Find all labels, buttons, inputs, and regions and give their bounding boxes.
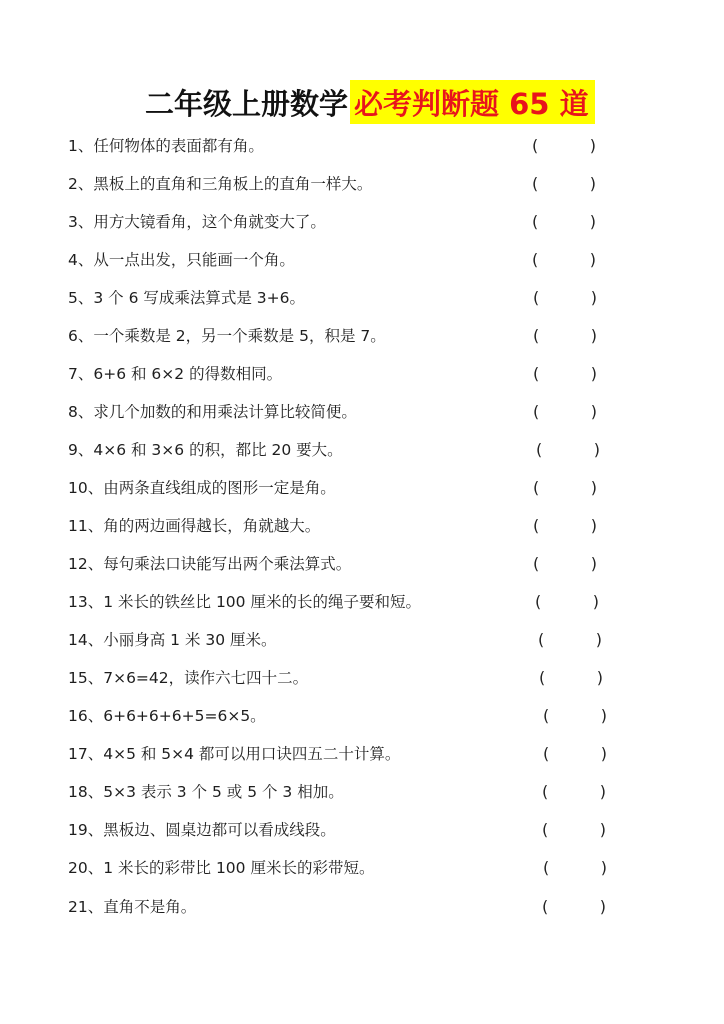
question-text: 18、5×3 表示 3 个 5 或 5 个 3 相加。 — [68, 783, 344, 801]
bracket-close: ) — [599, 782, 606, 801]
bracket-close: ) — [599, 820, 606, 839]
bracket-open: ( — [538, 630, 545, 649]
question-text: 15、7×6=42，读作六七四十二。 — [68, 669, 309, 687]
question-item — [68, 475, 628, 501]
question-text: 21、直角不是角。 — [68, 898, 197, 916]
bracket-open: ( — [532, 174, 539, 193]
question-item — [68, 285, 628, 311]
answer-blank[interactable] — [533, 361, 597, 387]
answer-blank[interactable] — [532, 209, 596, 235]
question-text: 11、角的两边画得越长，角就越大。 — [68, 517, 321, 535]
bracket-close: ) — [590, 554, 597, 573]
question-text: 17、4×5 和 5×4 都可以用口诀四五二十计算。 — [68, 745, 401, 763]
bracket-open: ( — [532, 136, 539, 155]
bracket-open: ( — [543, 744, 550, 763]
answer-blank[interactable] — [543, 703, 607, 729]
question-text: 19、黑板边、圆桌边都可以看成线段。 — [68, 821, 336, 839]
question-text: 9、4×6 和 3×6 的积，都比 20 要大。 — [68, 441, 343, 459]
answer-blank[interactable] — [535, 589, 599, 615]
answer-blank[interactable] — [536, 437, 600, 463]
question-item — [68, 247, 628, 273]
answer-blank[interactable] — [533, 475, 597, 501]
question-text: 5、3 个 6 写成乘法算式是 3+6。 — [68, 289, 306, 307]
bracket-open: ( — [533, 554, 540, 573]
bracket-open: ( — [543, 706, 550, 725]
question-text: 13、1 米长的铁丝比 100 厘米的长的绳子要和短。 — [68, 593, 421, 611]
question-text: 10、由两条直线组成的图形一定是角。 — [68, 479, 336, 497]
bracket-close: ) — [600, 706, 607, 725]
question-text: 6、一个乘数是 2，另一个乘数是 5，积是 7。 — [68, 327, 386, 345]
bracket-open: ( — [533, 516, 540, 535]
bracket-open: ( — [532, 250, 539, 269]
question-item — [68, 741, 628, 767]
question-item — [68, 894, 628, 920]
question-text: 1、任何物体的表面都有角。 — [68, 137, 264, 155]
bracket-close: ) — [600, 744, 607, 763]
bracket-close: ) — [599, 897, 606, 916]
answer-blank[interactable] — [543, 855, 607, 881]
bracket-close: ) — [600, 858, 607, 877]
question-item — [68, 399, 628, 425]
question-text: 2、黑板上的直角和三角板上的直角一样大。 — [68, 175, 373, 193]
question-item — [68, 817, 628, 843]
question-item — [68, 855, 628, 881]
question-text: 14、小丽身高 1 米 30 厘米。 — [68, 631, 277, 649]
bracket-open: ( — [533, 326, 540, 345]
answer-blank[interactable] — [532, 171, 596, 197]
answer-blank[interactable] — [533, 551, 597, 577]
title-highlight: 必考判断题 65 道 — [350, 80, 595, 124]
bracket-open: ( — [536, 440, 543, 459]
bracket-open: ( — [542, 897, 549, 916]
answer-blank[interactable] — [542, 817, 606, 843]
answer-blank[interactable] — [532, 133, 596, 159]
question-item — [68, 551, 628, 577]
question-text: 4、从一点出发，只能画一个角。 — [68, 251, 295, 269]
answer-blank[interactable] — [538, 627, 602, 653]
question-item — [68, 703, 628, 729]
answer-blank[interactable] — [542, 894, 606, 920]
question-item — [68, 437, 628, 463]
question-text: 8、求几个加数的和用乘法计算比较简便。 — [68, 403, 357, 421]
answer-blank[interactable] — [539, 665, 603, 691]
question-item — [68, 323, 628, 349]
bracket-open: ( — [533, 288, 540, 307]
answer-blank[interactable] — [533, 513, 597, 539]
bracket-close: ) — [593, 440, 600, 459]
bracket-open: ( — [535, 592, 542, 611]
bracket-open: ( — [532, 212, 539, 231]
bracket-close: ) — [590, 478, 597, 497]
bracket-open: ( — [542, 782, 549, 801]
question-item — [68, 589, 628, 615]
title-plain: 二年级上册数学 — [145, 86, 349, 121]
question-text: 20、1 米长的彩带比 100 厘米长的彩带短。 — [68, 859, 375, 877]
question-item — [68, 209, 628, 235]
bracket-close: ) — [589, 212, 596, 231]
question-text: 7、6+6 和 6×2 的得数相同。 — [68, 365, 283, 383]
bracket-close: ) — [590, 516, 597, 535]
answer-blank[interactable] — [543, 741, 607, 767]
bracket-close: ) — [590, 402, 597, 421]
bracket-close: ) — [595, 630, 602, 649]
bracket-close: ) — [590, 326, 597, 345]
bracket-close: ) — [596, 668, 603, 687]
bracket-open: ( — [533, 478, 540, 497]
answer-blank[interactable] — [542, 779, 606, 805]
bracket-open: ( — [539, 668, 546, 687]
answer-blank[interactable] — [533, 323, 597, 349]
answer-blank[interactable] — [532, 247, 596, 273]
question-item — [68, 361, 628, 387]
bracket-close: ) — [590, 364, 597, 383]
question-item — [68, 133, 628, 159]
bracket-close: ) — [589, 136, 596, 155]
bracket-close: ) — [590, 288, 597, 307]
question-item — [68, 513, 628, 539]
question-item — [68, 779, 628, 805]
answer-blank[interactable] — [533, 399, 597, 425]
question-item — [68, 665, 628, 691]
question-text: 16、6+6+6+6+5=6×5。 — [68, 707, 266, 725]
answer-blank[interactable] — [533, 285, 597, 311]
bracket-open: ( — [533, 364, 540, 383]
bracket-open: ( — [542, 820, 549, 839]
question-text: 12、每句乘法口诀能写出两个乘法算式。 — [68, 555, 352, 573]
bracket-close: ) — [589, 250, 596, 269]
question-item — [68, 171, 628, 197]
question-text: 3、用方大镜看角，这个角就变大了。 — [68, 213, 326, 231]
bracket-close: ) — [589, 174, 596, 193]
bracket-close: ) — [592, 592, 599, 611]
bracket-open: ( — [533, 402, 540, 421]
question-item — [68, 627, 628, 653]
bracket-open: ( — [543, 858, 550, 877]
